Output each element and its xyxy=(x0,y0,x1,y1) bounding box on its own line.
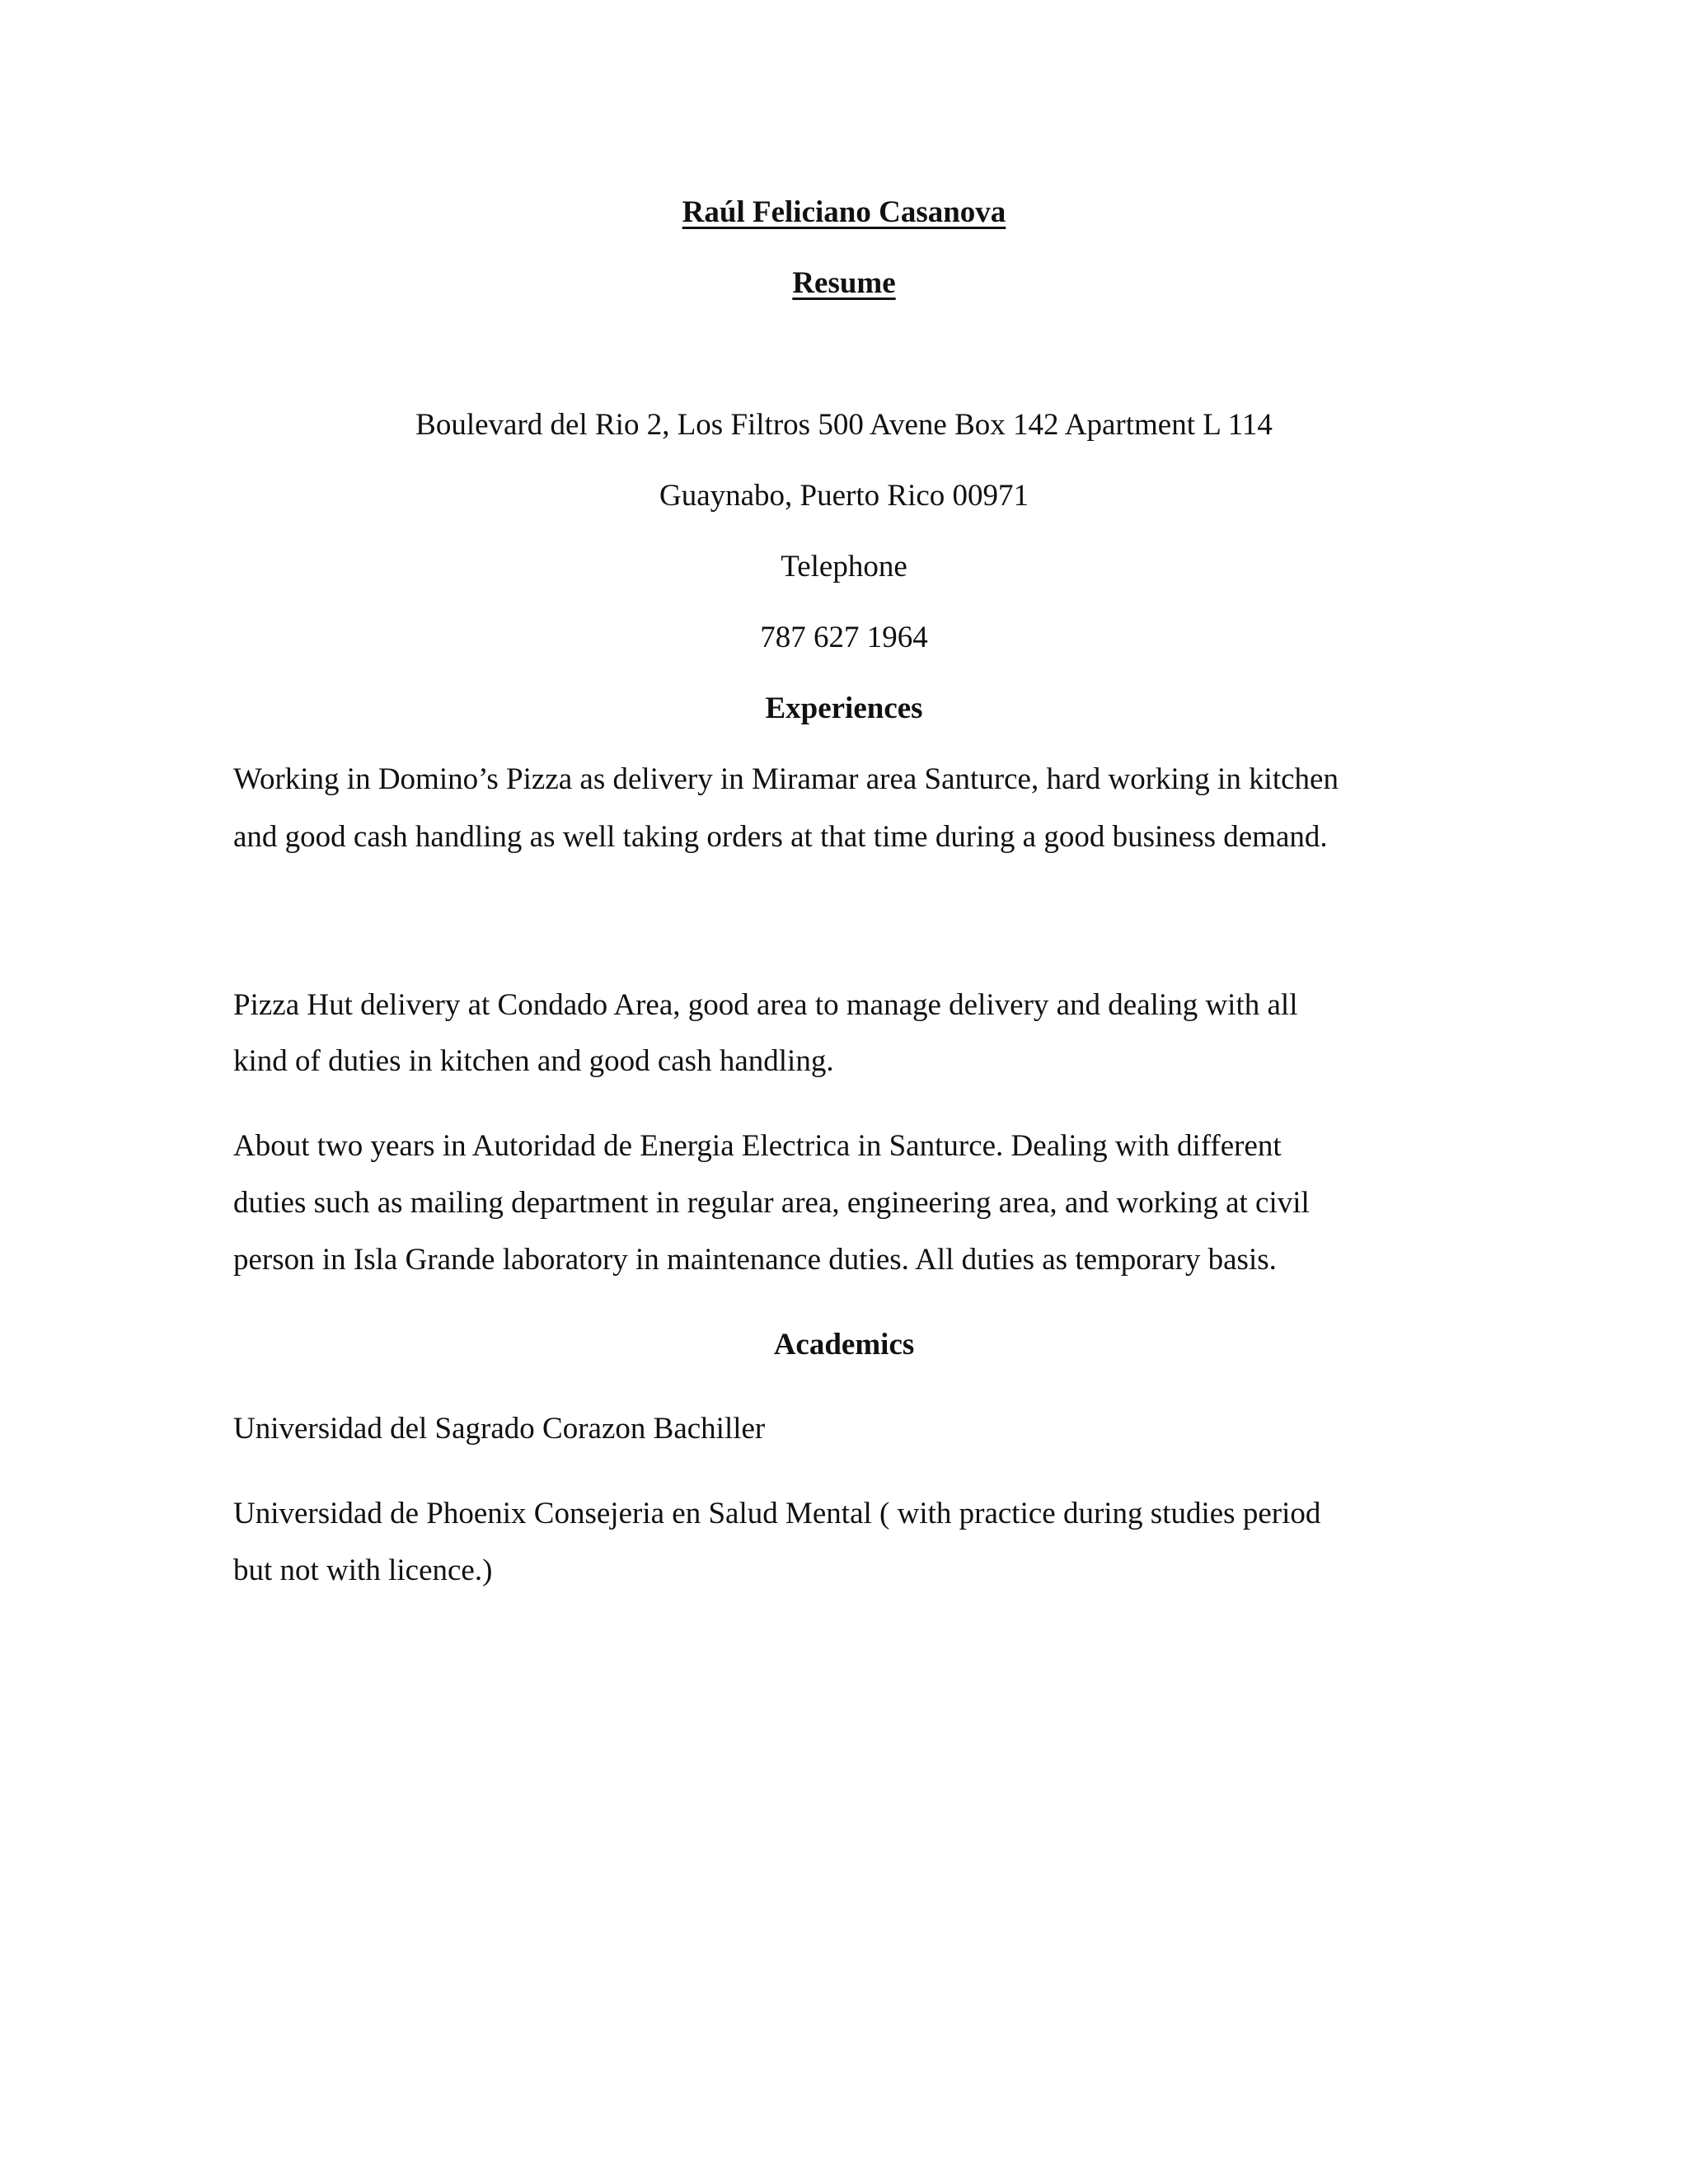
academics-1-line-1: Universidad del Sagrado Corazon Bachiller xyxy=(233,1412,766,1446)
address-line-1: Boulevard del Rio 2, Los Filtros 500 Avene Box 142 Apartment L 114 xyxy=(415,408,1273,442)
experiences-heading: Experiences xyxy=(765,691,923,725)
academics-2-line-1: Universidad de Phoenix Consejeria en Salud Mental ( with practice during studies period xyxy=(233,1497,1321,1530)
resume-name: Raúl Feliciano Casanova xyxy=(682,195,1006,229)
phone-number: 787 627 1964 xyxy=(760,621,928,654)
phone-label: Telephone xyxy=(781,550,907,583)
experience-2-line-2: kind of duties in kitchen and good cash handling. xyxy=(233,1044,834,1078)
resume-title: Resume xyxy=(792,266,896,300)
address-line-2: Guaynabo, Puerto Rico 00971 xyxy=(659,479,1029,513)
experience-3-line-1: About two years in Autoridad de Energia Electrica in Santurce. Dealing with different xyxy=(233,1129,1282,1163)
experience-3-line-2: duties such as mailing department in regular area, engineering area, and working at civil xyxy=(233,1186,1310,1220)
experience-1-line-2: and good cash handling as well taking orders at that time during a good business demand. xyxy=(233,820,1328,854)
experience-3-line-3: person in Isla Grande laboratory in maintenance duties. All duties as temporary basis. xyxy=(233,1243,1277,1277)
experience-1-line-1: Working in Domino’s Pizza as delivery in Miramar area Santurce, hard working in kitchen xyxy=(233,762,1339,796)
academics-2-line-2: but not with licence.) xyxy=(233,1554,493,1587)
experience-2-line-1: Pizza Hut delivery at Condado Area, good area to manage delivery and dealing with all xyxy=(233,988,1298,1022)
academics-heading: Academics xyxy=(773,1328,915,1361)
